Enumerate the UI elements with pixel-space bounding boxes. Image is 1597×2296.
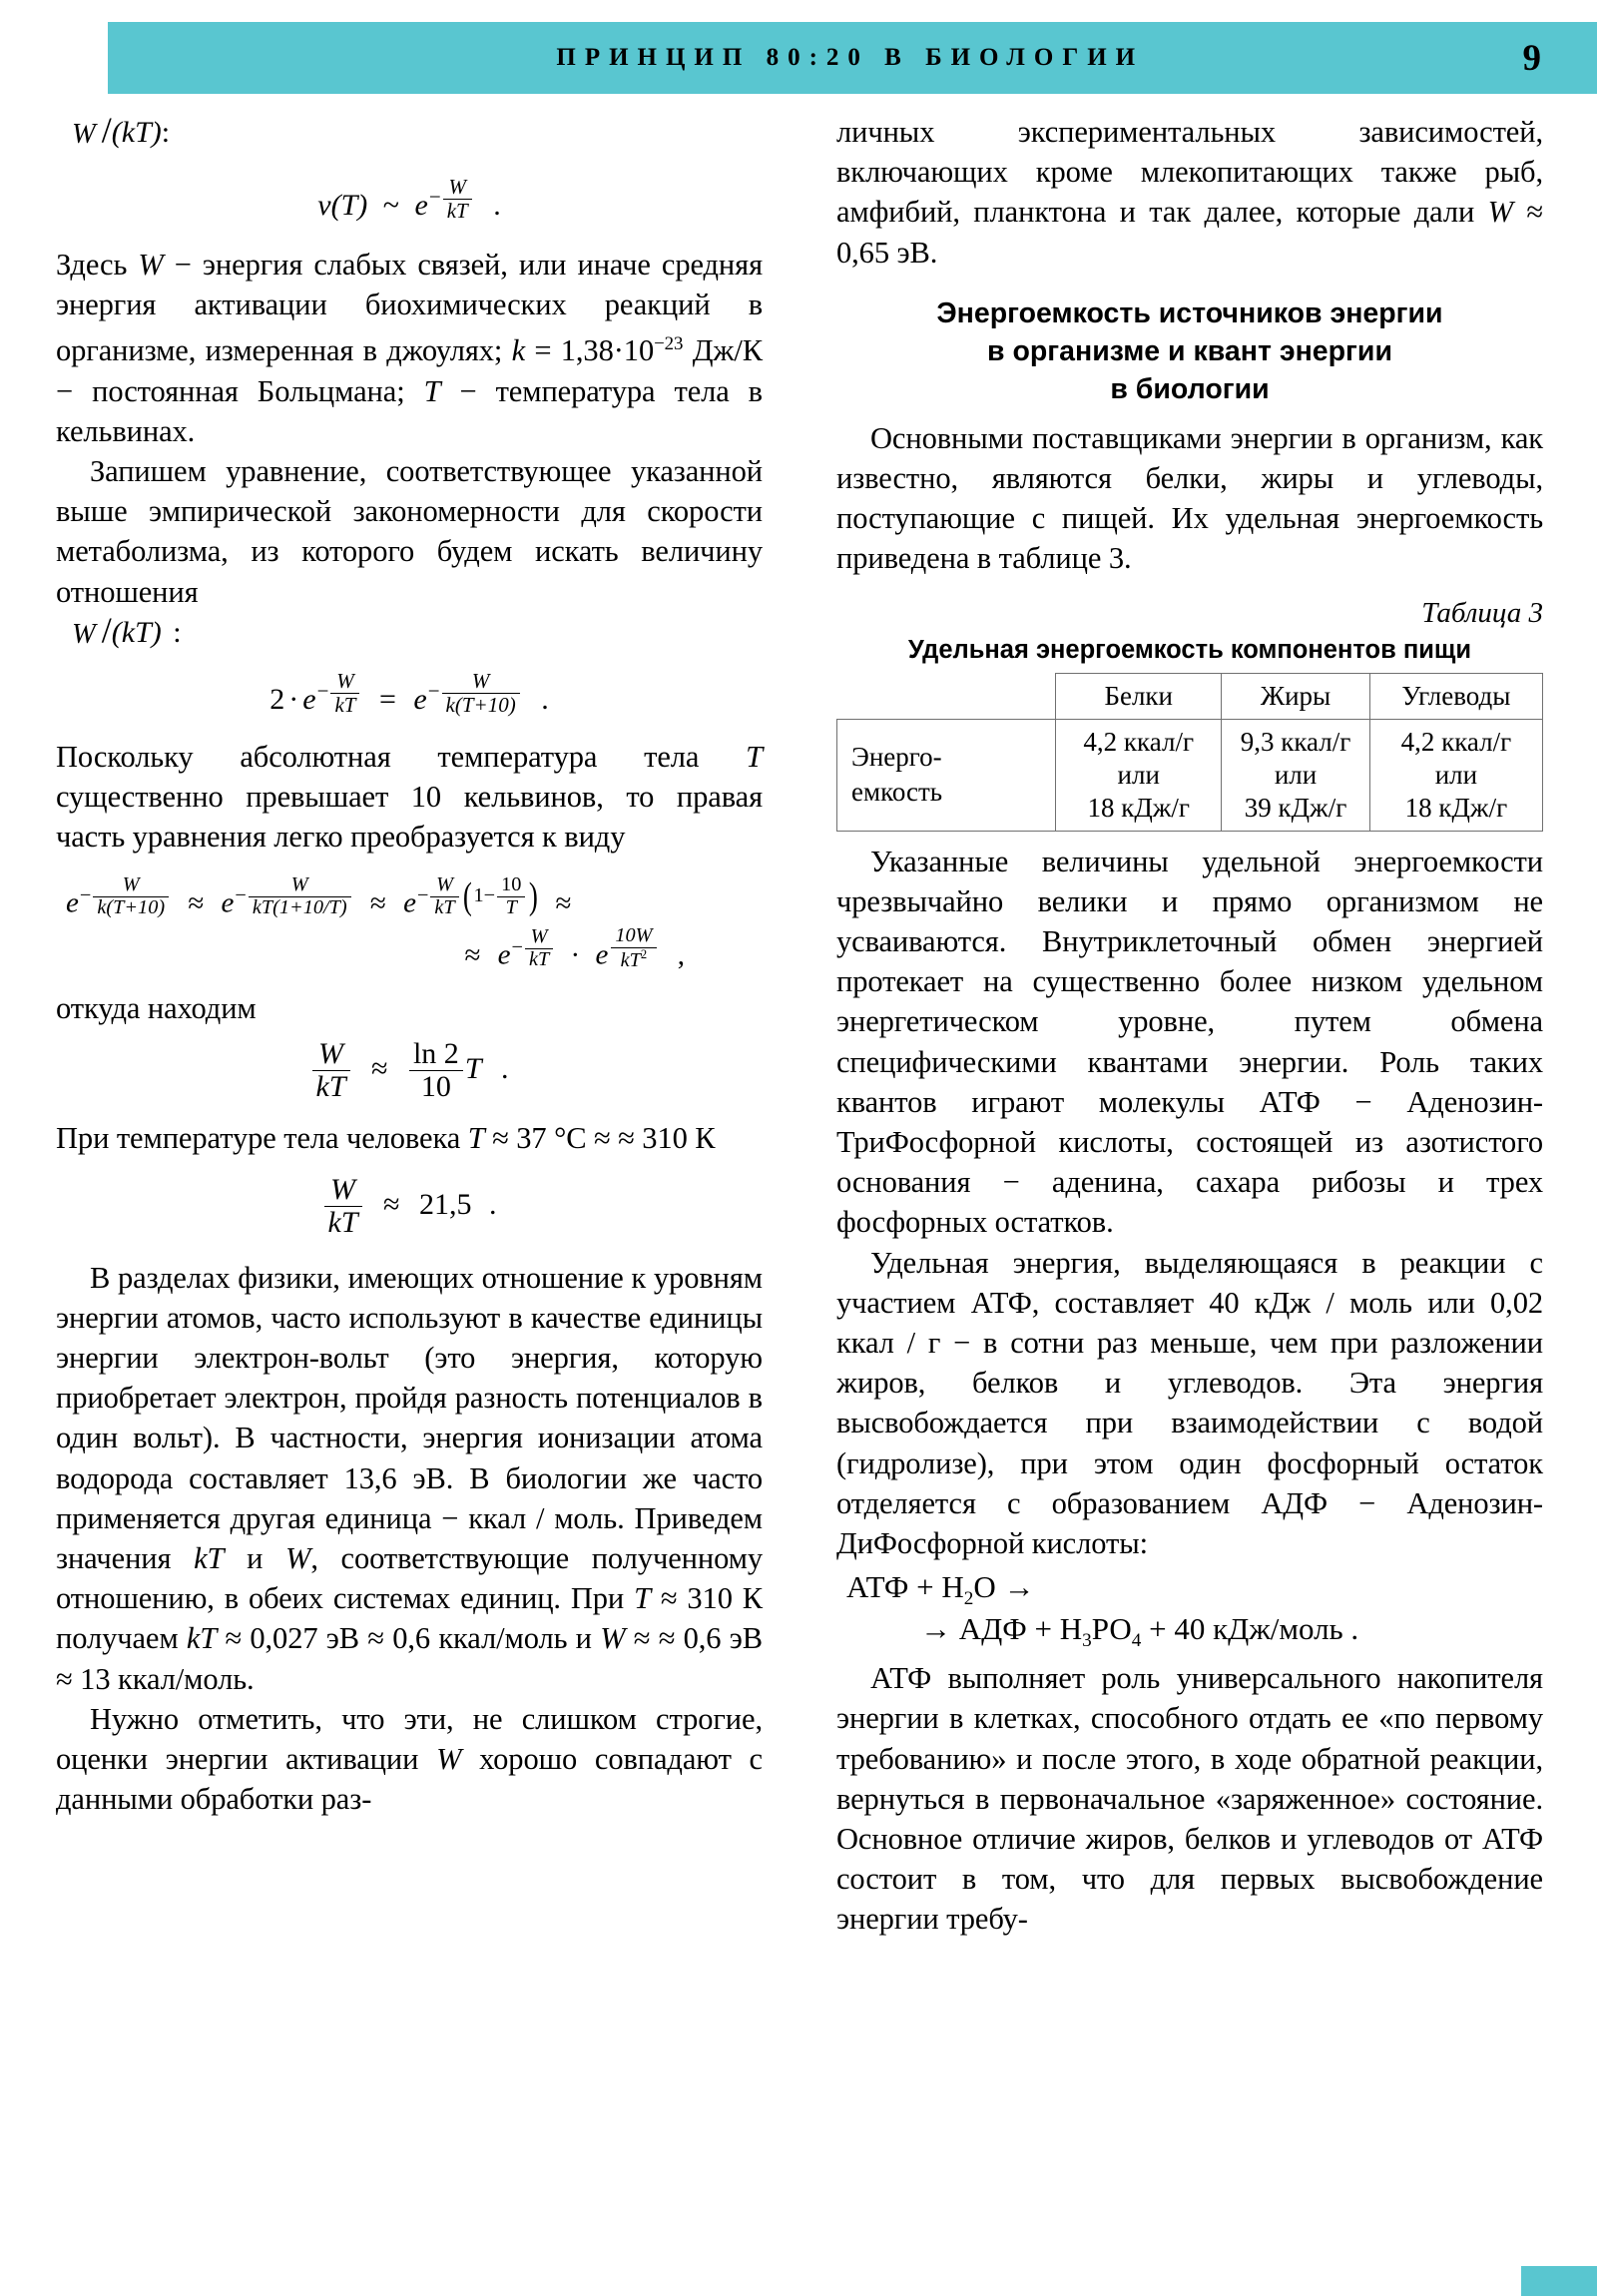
reaction-line-2 <box>836 1610 1543 1651</box>
p6-var-w2: W <box>600 1621 626 1656</box>
p6-e: ≈ 0,027 эВ ≈ 0,6 ккал/моль и <box>217 1621 601 1656</box>
p1-a: Здесь <box>56 247 139 282</box>
eq3b-den2-sup: 2 <box>640 946 648 961</box>
equation-1 <box>56 176 763 222</box>
eq1-base: e <box>414 189 428 223</box>
row-header-line-2: емкость <box>851 777 943 808</box>
reaction-adp: → АДФ + Н <box>920 1610 1083 1646</box>
paragraph-main-suppliers: Основными поставщиками энергии в организм, как известно, являются белки, жиры и углеводы, поступающие с пищей. Их удельная энергоемкость приведена в таблице 3. <box>836 420 1543 576</box>
equation-2 <box>56 670 763 716</box>
section-heading-line-1: Энергоемкость источников энергии <box>936 296 1443 329</box>
eq3-t3-exp <box>417 874 540 919</box>
eq2-terminator: . <box>541 683 549 717</box>
p1-var-k: k <box>511 333 526 368</box>
cell-fats-or: или <box>1274 759 1318 790</box>
table-row-header-energy-density <box>837 719 1056 831</box>
page-title: ПРИНЦИП 80:20 В БИОЛОГИИ <box>556 44 1145 71</box>
eq3-paren-open: ( <box>462 875 472 918</box>
table-col-header-proteins: Белки <box>1056 673 1222 719</box>
eq1-exponent <box>429 176 474 222</box>
eq3-t1-base: e <box>66 886 79 919</box>
fraction-label-top: W /(kT): <box>72 110 171 150</box>
paragraph-human-temperature <box>56 1118 763 1158</box>
eq3-approx3: ≈ <box>555 886 572 919</box>
p7-b: хорошо совпадают с данными обработки раз- <box>56 1742 763 1817</box>
p1-e: Дж/К − постоянная Больцмана; <box>56 333 763 408</box>
eq4-lhs <box>312 1038 350 1104</box>
eq3b-base1: e <box>497 938 511 971</box>
section-heading <box>836 294 1543 408</box>
p1-d: 10 <box>623 333 655 368</box>
p1-var-w: W <box>138 247 164 282</box>
eq3b-num2: 10W <box>615 924 653 947</box>
eq2-exp-sign: − <box>316 679 329 704</box>
table-header-row <box>837 673 1543 719</box>
eq3-t2-den: kT(1+10/T) <box>252 896 347 919</box>
p6-var-t: T <box>634 1581 651 1616</box>
eq3b-approx: ≈ <box>464 938 481 971</box>
cell-carbs-kcal: 4,2 ккал/г <box>1400 726 1512 757</box>
eq3-t2-sign: − <box>235 884 247 907</box>
eq5-lhs-num: W <box>330 1172 356 1206</box>
fraction-label-2: W /(kT) : <box>72 609 182 650</box>
cell-proteins-kj: 18 кДж/г <box>1087 792 1190 823</box>
eq3-paren-num: 10 <box>501 873 522 896</box>
running-header <box>108 22 1597 94</box>
table-cell-proteins <box>1056 719 1222 831</box>
eq5-value: 21,5 <box>418 1187 472 1221</box>
eq5-lhs <box>324 1174 362 1240</box>
eq3-paren-den: T <box>505 896 517 919</box>
equation-3b <box>56 925 763 972</box>
p5-var-t: T <box>467 1120 485 1155</box>
p1-f: − температура тела в кельвинах. <box>56 373 763 448</box>
p3-a: Поскольку абсолютная температура тела <box>56 739 747 774</box>
table-col-header-carbs: Углеводы <box>1369 673 1542 719</box>
table-row <box>837 719 1543 831</box>
eq4-rhs-num: ln 2 <box>412 1036 459 1070</box>
eq3-t3-base: e <box>403 886 416 919</box>
two-column-body <box>0 112 1597 2288</box>
equation-3 <box>56 874 763 919</box>
p1-b: − энергия слабых связей, или иначе средняя энергия активации биохимических реакций в организме, измеренная в джоулях; <box>56 247 763 368</box>
p6-d: ≈ 310 К получаем <box>56 1581 763 1656</box>
eq4-lhs-den: kT <box>315 1070 346 1104</box>
eq2-exp2-den: k(T+10) <box>445 692 516 717</box>
paragraph-experimental-dependencies <box>836 112 1543 273</box>
eq3-t3-den: kT <box>434 896 455 919</box>
reaction-sub-2: 2 <box>963 1588 974 1610</box>
eq3-t2-exp <box>235 874 352 919</box>
paragraph-note-estimates <box>56 1699 763 1820</box>
eq3-approx1: ≈ <box>188 886 205 919</box>
spacer-after-table <box>836 832 1543 842</box>
paragraph-physics-ev <box>56 1258 763 1699</box>
p7-a: Нужно отметить, что эти, не слишком строгие, оценки энергии активации <box>56 1701 763 1777</box>
section-heading-line-3: в биологии <box>1110 372 1270 405</box>
eq1-terminator: . <box>493 189 501 223</box>
eq3-paren-close: ) <box>529 875 539 918</box>
eq3-t3-num: W <box>436 873 453 896</box>
eq1-lhs: v(T) <box>317 189 368 223</box>
eq2-base: e <box>302 683 316 717</box>
eq5-approx: ≈ <box>383 1187 400 1221</box>
paragraph-whence: откуда находим <box>56 990 257 1025</box>
table-cell-carbs <box>1369 719 1542 831</box>
right-column <box>836 112 1543 1940</box>
eq3b-den1: kT <box>528 947 550 970</box>
eq2-exponent <box>317 670 362 716</box>
rp1-a: личных экспериментальных зависимостей, включающих кроме млекопитающих также рыб, амфибий, планктона и так далее, которые дали <box>836 115 1543 230</box>
eq3-t2-base: e <box>221 886 235 919</box>
energy-density-table <box>836 673 1543 832</box>
p6-var-w: W <box>285 1541 311 1576</box>
eq2-exponent2 <box>428 670 522 716</box>
eq1-exp-num: W <box>448 175 466 200</box>
cell-carbs-kj: 18 кДж/г <box>1404 792 1508 823</box>
p1-exp: −23 <box>654 333 684 355</box>
table-corner-cell <box>837 673 1056 719</box>
eq2-equals: = <box>378 683 396 717</box>
eq3b-exp1 <box>512 926 556 971</box>
p6-f: ≈ ≈ 0,6 эВ ≈ 13 ккал/моль. <box>56 1621 763 1696</box>
eq1-exp-sign: − <box>428 185 441 210</box>
reaction-line-1 <box>836 1571 1543 1608</box>
eq3-t1-exp <box>80 874 171 919</box>
eq2-dot: · <box>288 683 299 717</box>
eq1-exp-den: kT <box>446 199 468 224</box>
eq4-rhs <box>409 1038 463 1104</box>
eq3-approx2: ≈ <box>369 886 386 919</box>
p6-var-kt2: kT <box>186 1621 218 1656</box>
frac-top-colon: : <box>161 116 171 149</box>
eq4-rhs-den: 10 <box>409 1070 463 1103</box>
eq4-terminator: . <box>501 1051 509 1085</box>
table-number-label: Таблица 3 <box>1421 596 1543 629</box>
eq5-terminator: . <box>488 1187 497 1221</box>
frac-top-denominator: (kT) <box>111 116 162 149</box>
eq4-approx: ≈ <box>371 1051 388 1085</box>
p1-var-t: T <box>423 373 441 408</box>
equation-5 <box>56 1174 763 1240</box>
eq3-t1-sign: − <box>79 884 92 907</box>
eq3-t1-den: k(T+10) <box>97 896 166 919</box>
p7-var-w: W <box>436 1742 462 1777</box>
cell-fats-kcal: 9,3 ккал/г <box>1240 726 1351 757</box>
p3-var-t: T <box>746 739 763 774</box>
paragraph-write-equation: Запишем уравнение, соответствующее указанной выше эмпирической закономерности для скорости метаболизма, из которого будем искать величину отношения <box>56 454 763 609</box>
reaction-sub-4: 4 <box>1131 1629 1142 1651</box>
cell-carbs-or: или <box>1434 759 1478 790</box>
reaction-po: РО <box>1091 1610 1132 1646</box>
paragraph-specific-energy-atp: Удельная энергия, выделяющаяся в реакции с участием АТФ, составляет 40 кДж / моль или 0,02 ккал / г − в сотни раз меньше, чем при разложении жиров, белков и углеводов. Эта энергия высвобождается при взаимодействии с водой (гидролизе), при этом один фосфорный остаток отделяется с образованием АДФ − Аденозин-ДиФосфорной кислоты: <box>836 1245 1543 1561</box>
paragraph-since-temperature <box>56 737 763 858</box>
footer-corner-mark <box>1521 2266 1597 2296</box>
p1-dot: · <box>613 333 624 368</box>
cell-proteins-kcal: 4,2 ккал/г <box>1083 726 1195 757</box>
p1-c: = 1,38 <box>525 333 614 368</box>
reaction-atp-water: АТФ + Н <box>846 1569 964 1605</box>
eq2-exp-num: W <box>336 669 354 694</box>
equation-4 <box>56 1038 763 1104</box>
left-column <box>56 112 763 1819</box>
p3-b: существенно превышает 10 кельвинов, то правая часть уравнения легко преобразуется к виду <box>56 779 763 855</box>
eq2-exp2-sign: − <box>427 679 440 704</box>
eq3b-num1: W <box>530 924 548 947</box>
reaction-sub-3: 3 <box>1082 1629 1092 1651</box>
paragraph-indicated-values: Указанные величины удельной энергоемкости чрезвычайно велики и прямо организмом не усваиваются. Внутриклеточный обмен энергией протекает на существенно более низком удельном энергетическом уровне, путем обмена специфическими квантами энергии. Роль таких квантов играют молекулы АТФ − Аденозин-ТриФосфорной кислоты, состоящей из азотистого основания − аденина, сахара рибозы и трех фосфорных остатков. <box>836 844 1543 1240</box>
cell-proteins-or: или <box>1117 759 1160 790</box>
eq3b-dot: · <box>570 938 581 971</box>
eq5-lhs-den: kT <box>327 1206 358 1240</box>
eq2-coef: 2 <box>269 683 285 717</box>
p6-var-kt: kT <box>194 1541 225 1576</box>
paragraph-here-w <box>56 245 763 451</box>
eq3b-exp2 <box>609 925 658 972</box>
reaction-energy: + 40 кДж/моль . <box>1141 1610 1359 1646</box>
eq1-relation: ~ <box>382 189 400 223</box>
eq3-t3-sign: − <box>416 884 429 907</box>
reaction-arrow-1: О → <box>973 1569 1035 1605</box>
eq3-paren-lead: 1− <box>473 884 496 907</box>
row-header-line-1: Энерго- <box>851 742 942 773</box>
cell-fats-kj: 39 кДж/г <box>1244 792 1347 823</box>
p6-c: , соответствующие полученному отношению, в обеих системах единиц. При <box>56 1541 763 1616</box>
table-caption: Удельная энергоемкость компонентов пищи <box>907 635 1472 664</box>
eq4-lhs-num: W <box>318 1036 343 1070</box>
eq3b-terminator: , <box>677 938 685 971</box>
eq3b-den2: kT <box>620 948 641 971</box>
eq3b-sign1: − <box>511 936 523 959</box>
eq3-t1-num: W <box>122 873 140 896</box>
section-heading-line-2: в организме и квант энергии <box>987 334 1392 367</box>
rp1-b: ≈ 0,65 эВ. <box>836 195 1543 270</box>
eq3b-base2: e <box>595 938 609 971</box>
rp1-var-w: W <box>1487 195 1513 230</box>
table-col-header-fats: Жиры <box>1222 673 1369 719</box>
eq2-base2: e <box>413 683 427 717</box>
eq2-exp2-num: W <box>471 669 490 694</box>
frac-top-numerator: W <box>72 118 96 150</box>
p5-b: ≈ 37 °C ≈ ≈ 310 К <box>484 1120 716 1155</box>
eq2-exp-den: kT <box>334 692 356 717</box>
table-cell-fats <box>1222 719 1369 831</box>
p6-a: В разделах физики, имеющих отношение к уровням энергии атомов, часто используют в качестве единицы энергии электрон-вольт (это энергия, которую приобретает электрон, пройдя разность потенциалов в один вольт). В частности, энергия ионизации атома водорода составляет 13,6 эВ. В биологии же часто применяется другая единица − ккал / моль. Приведем значения <box>56 1260 763 1576</box>
p6-b: и <box>224 1541 285 1576</box>
page-number: 9 <box>1522 37 1541 79</box>
eq4-var-t: T <box>464 1051 482 1085</box>
p5-a: При температуре тела человека <box>56 1120 468 1155</box>
paragraph-atp-universal-storage: АТФ выполняет роль универсального накопителя энергии в клетках, способного отдать ее «по первому требованию» и после этого, в ходе обратной реакции, вернуться в первоначальное «заряженное» состояние. Основное отличие жиров, белков и углеводов от АТФ состоит в том, что для первых высвобождение энергии требу- <box>836 1661 1543 1937</box>
eq3-t2-num: W <box>290 873 308 896</box>
